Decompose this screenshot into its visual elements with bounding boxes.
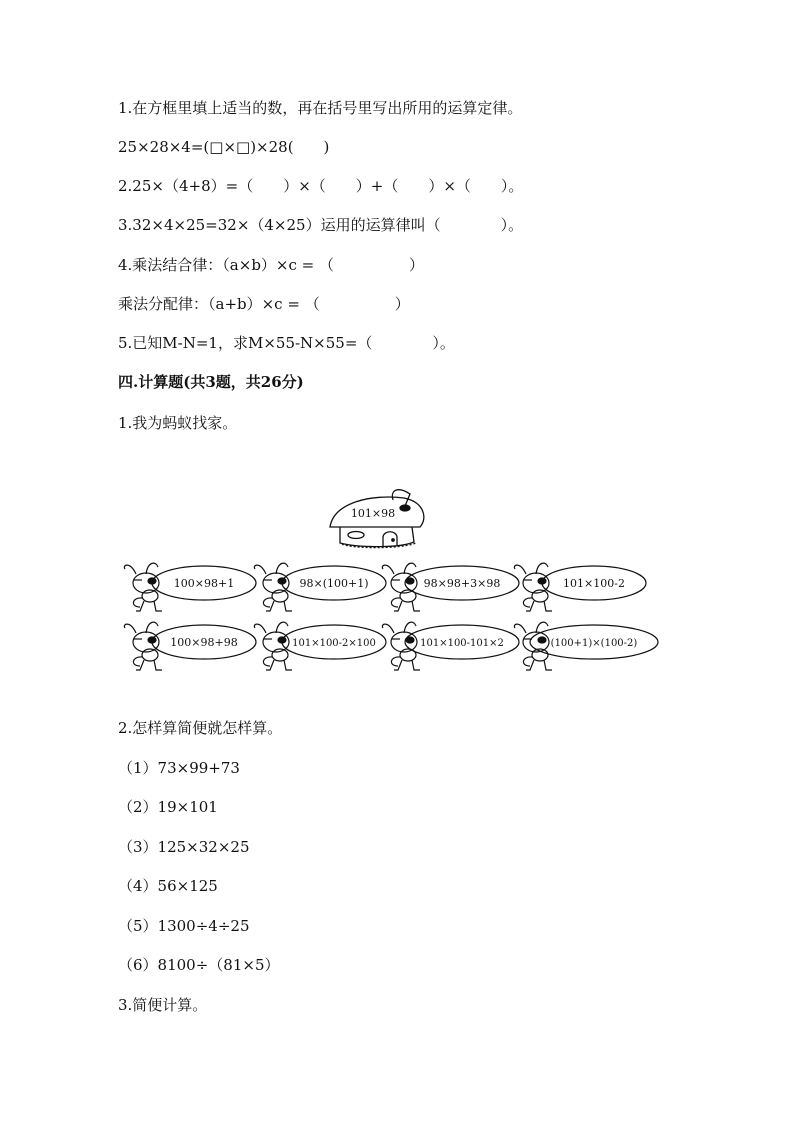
section-heading: 四.计算题(共3题，共26分): [118, 373, 304, 391]
ant-expression-label: 100×98+1: [173, 577, 235, 590]
q2: 2.25×（4+8）=（ ）×（ ）+（ ）×（ ）。: [118, 177, 524, 195]
q4b: 乘法分配律：（a+b）×c = （ ）: [118, 295, 410, 313]
q5: 5.已知M-N=1，求M×55-N×55=（ ）。: [118, 334, 455, 352]
q3: 3.32×4×25=32×（4×25）运用的运算律叫（ ）。: [118, 216, 524, 234]
q4: 4.乘法结合律：（a×b）×c = （ ）: [118, 256, 425, 274]
ant-expression-label: 101×100-101×2: [420, 638, 504, 649]
ant-expression-label: 98×(100+1): [299, 577, 369, 590]
calc-item-6: （6）8100÷（81×5）: [118, 956, 280, 974]
ant-expression-label: 98×98+3×98: [423, 577, 501, 590]
ant-expression-label: (100+1)×(100-2): [550, 638, 638, 649]
house-label: 101×98: [350, 507, 396, 520]
p1-title: 1.我为蚂蚁找家。: [118, 414, 238, 432]
calc-item-4: （4）56×125: [118, 877, 218, 895]
q1-instruction: 1.在方框里填上适当的数，再在括号里写出所用的运算定律。: [118, 99, 523, 117]
calc-item-2: （2）19×101: [118, 798, 218, 816]
calc-item-5: （5）1300÷4÷25: [118, 917, 250, 935]
calc-item-1: （1）73×99+73: [118, 759, 240, 777]
q1-expression: 25×28×4=(□×□)×28( ): [118, 138, 330, 156]
p2-title: 2.怎样算简便就怎样算。: [118, 719, 283, 737]
p3-title: 3.简便计算。: [118, 996, 208, 1014]
ant-expression-label: 101×100-2: [563, 577, 625, 590]
ant-expression-label: 100×98+98: [170, 636, 238, 649]
calc-item-3: （3）125×32×25: [118, 838, 250, 856]
ant-expression-label: 101×100-2×100: [292, 638, 376, 649]
